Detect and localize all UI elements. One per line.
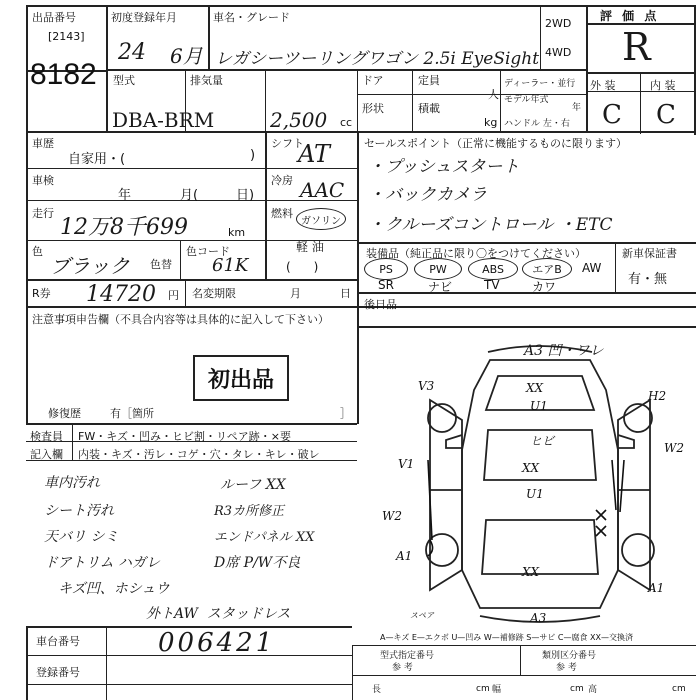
interior-value: C — [656, 100, 676, 130]
diagram-top-note: A3 凹・ワレ — [524, 343, 604, 359]
mark-v3: V3 — [418, 379, 435, 393]
equip-tv[interactable]: TV — [484, 278, 500, 292]
equip-sr[interactable]: SR — [378, 278, 394, 292]
handle-label: ハンドル 左・右 — [504, 119, 570, 129]
fuel-value[interactable]: ガソリン — [296, 208, 346, 230]
reg-year-label: 初度登録年月 — [111, 11, 177, 24]
inspection-label: 車検 — [32, 174, 54, 187]
remark-right-4: D席 P/W不良 — [214, 555, 301, 571]
first-listing-stamp: 初出品 — [193, 355, 289, 401]
load-unit: kg — [484, 116, 498, 129]
color-value: ブラック — [50, 254, 130, 278]
mark-spare: スペア — [410, 611, 434, 620]
grade-value: R — [622, 25, 651, 69]
repair-value: 有［箇所 — [110, 407, 154, 420]
fuel-paren: ( ) — [286, 260, 319, 274]
mark-a1-left: A1 — [396, 549, 413, 563]
mark-a3: A3 — [530, 611, 547, 625]
history-label: 車歴 — [32, 137, 54, 150]
sales-points-label: セールスポイント（正常に機能するものに限ります） — [364, 137, 628, 150]
model-label: 車名・グレード — [213, 11, 290, 24]
mark-hibi: ヒビ — [530, 434, 555, 448]
remark-left-3: 天バリ シミ — [44, 529, 119, 545]
equip-navi[interactable]: ナビ — [428, 280, 453, 294]
equipment-label: 装備品（純正品に限り〇をつけてください） — [366, 247, 586, 260]
inspector-write-label: 記入欄 — [30, 448, 63, 461]
mark-w2-left: W2 — [382, 509, 402, 523]
remark-right-2: R3カ所修正 — [214, 504, 285, 519]
history-value: 自家用・( — [68, 152, 126, 167]
load-label: 積載 — [418, 102, 440, 115]
lot-label: 出品番号 — [32, 11, 76, 24]
model-year-label: モデル年式 — [504, 95, 549, 105]
mark-a1-right: A1 — [648, 581, 665, 595]
remark-right-1: ルーフ XX — [220, 477, 286, 493]
shift-value: AT — [298, 140, 331, 168]
mileage-value: 12万8千699 — [60, 215, 188, 240]
sales-point-2: ・バックカメラ — [368, 185, 487, 205]
width-unit: cm — [570, 684, 584, 694]
exterior-label: 外 装 — [590, 79, 616, 92]
recycle-unit: 円 — [168, 289, 179, 302]
mark-v1: V1 — [398, 457, 415, 471]
ac-label: 冷房 — [271, 174, 293, 187]
type-label: 型式 — [113, 74, 135, 87]
height-label: 高 — [588, 685, 598, 695]
remark-left-1: 車内汚れ — [44, 475, 100, 491]
equip-pw[interactable]: PW — [414, 258, 462, 280]
history-close: ) — [250, 148, 256, 163]
damage-legend: A—キズ E—エクボ U—凹み W—補修跡 S—サビ C—腐食 XX—交換済 — [380, 633, 634, 642]
drive-4wd[interactable]: 4WD — [545, 46, 572, 59]
name-change-label: 名変期限 — [192, 287, 236, 300]
reg-month-value: 6月 — [170, 44, 203, 68]
inspector-row1: FW・キズ・凹み・ヒビ割・リペア跡・×要 — [78, 430, 291, 443]
recycle-label: R券 — [32, 287, 51, 300]
mileage-label: 走行 — [32, 207, 54, 220]
width-label: 幅 — [492, 685, 502, 695]
equip-airbag[interactable]: エアB — [522, 258, 572, 280]
capacity-label: 定員 — [418, 74, 440, 87]
color-code-label: 色コード — [186, 245, 230, 258]
cc-unit: cc — [340, 116, 353, 129]
warranty-value[interactable]: 有・無 — [628, 272, 668, 287]
category-ref: 参 考 — [556, 663, 577, 673]
inspector-label: 検査員 — [30, 430, 63, 443]
mark-w2-right: W2 — [664, 441, 684, 455]
height-unit: cm — [672, 684, 686, 694]
cc-value: 2,500 — [270, 108, 328, 132]
remark-right-3: エンドパネル XX — [214, 530, 315, 545]
warranty-label: 新車保証書 — [622, 247, 677, 260]
reg-year-value: 24 — [118, 40, 146, 65]
tires-note: 外トAW スタッドレス — [146, 606, 291, 622]
drive-2wd[interactable]: 2WD — [545, 17, 572, 30]
remark-left-4: ドアトリム ハガレ — [44, 555, 161, 571]
model-year-unit: 年 — [572, 103, 582, 113]
inspector-row2: 内装・キズ・汚レ・コゲ・穴・タレ・キレ・破レ — [78, 448, 320, 461]
color-code-value: 61K — [212, 255, 249, 276]
delivery-label: 後日品 — [364, 298, 397, 311]
repair-label: 修復歴 — [48, 407, 81, 420]
repair-close: ］ — [340, 407, 351, 420]
equip-ps[interactable]: PS — [364, 258, 408, 280]
chassis-value: 006421 — [158, 628, 276, 658]
lot-number: 8182 — [30, 58, 97, 91]
notes-label: 注意事項申告欄（不具合内容等は具体的に記入して下さい） — [32, 313, 329, 326]
mark-h2: H2 — [648, 389, 667, 403]
remark-left-2: シート汚れ — [44, 503, 114, 519]
ac-value: AAC — [300, 178, 345, 202]
equip-abs[interactable]: ABS — [468, 258, 518, 280]
length-label: 長 — [372, 685, 382, 695]
lot-sub: [2143] — [48, 30, 85, 43]
registration-label: 登録番号 — [36, 666, 80, 679]
interior-label: 内 装 — [650, 79, 676, 92]
color-label: 色 — [32, 245, 43, 258]
fuel-label: 燃料 — [271, 207, 293, 220]
name-change-day: 日 — [340, 287, 351, 300]
sales-point-1: ・プッシュスタート — [368, 157, 520, 177]
designation-ref: 参 考 — [392, 663, 413, 673]
inspection-year: 年 — [118, 188, 132, 203]
car-damage-diagram — [380, 340, 696, 630]
color-swap-label: 色替 — [150, 258, 172, 271]
remark-left-5: キズ凹、ホシュウ — [58, 581, 170, 597]
mark-roof-u1: U1 — [530, 399, 548, 413]
length-unit: cm — [476, 684, 490, 694]
type-value: DBA-BRM — [112, 108, 215, 132]
shape-label: 形状 — [362, 102, 384, 115]
cc-label: 排気量 — [190, 74, 223, 87]
model-value: レガシーツーリングワゴン 2.5i EyeSight — [215, 49, 540, 69]
mark-center-u1: U1 — [526, 487, 544, 501]
sales-point-3: ・クルーズコントロール ・ETC — [368, 215, 613, 235]
equip-aw[interactable]: AW — [582, 261, 602, 275]
chassis-label: 車台番号 — [36, 635, 80, 648]
dealer-label: ディーラー・並行 — [504, 79, 576, 89]
designation-label: 型式指定番号 — [380, 651, 435, 661]
mark-roof-xx: XX — [526, 381, 544, 395]
category-label: 類別区分番号 — [542, 651, 597, 661]
recycle-value: 14720 — [86, 282, 156, 307]
equip-kawa[interactable]: カワ — [532, 280, 557, 294]
mark-center-xx: XX — [522, 461, 540, 475]
exterior-value: C — [602, 100, 622, 130]
person-unit: 人 — [488, 88, 499, 101]
fuel-diesel: 軽 油 — [296, 240, 324, 254]
door-label: ドア — [362, 74, 384, 87]
mark-rear-xx: XX — [522, 565, 540, 579]
name-change-month: 月 — [290, 287, 301, 300]
shift-label: シフト — [271, 137, 304, 150]
mileage-unit: km — [228, 226, 246, 239]
grade-label: 評 価 点 — [600, 9, 660, 23]
inspection-month: 月( — [180, 188, 199, 203]
inspection-day: 日) — [236, 188, 255, 203]
